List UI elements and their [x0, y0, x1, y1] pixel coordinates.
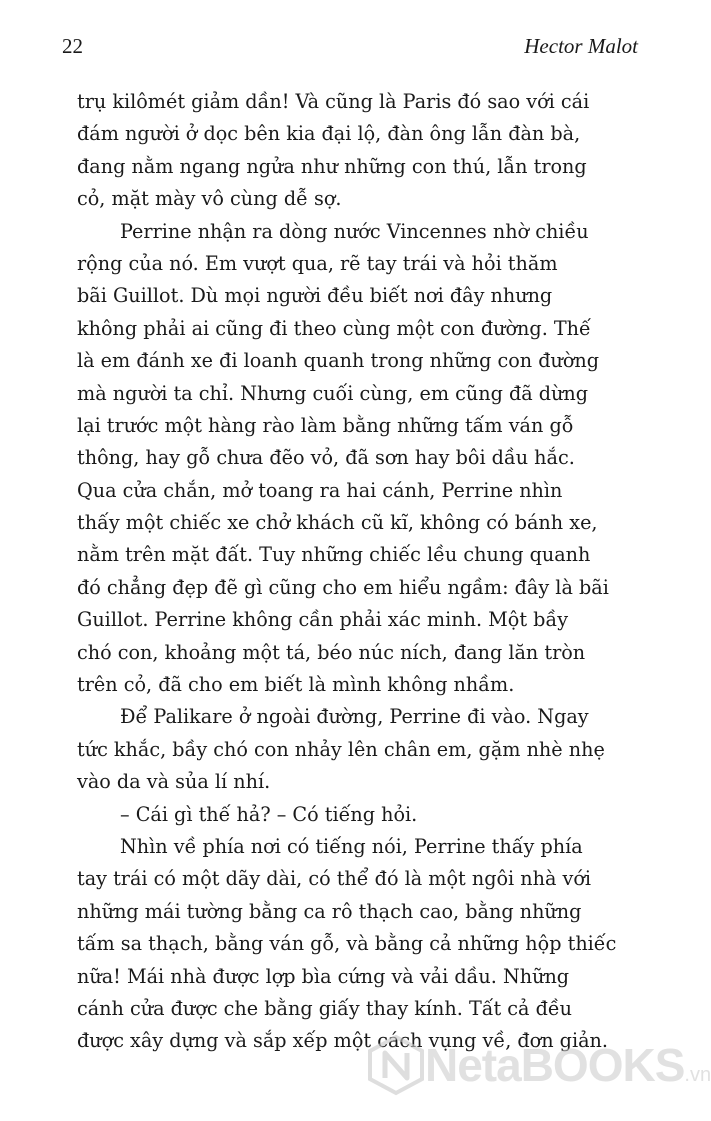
page-number: 22 [62, 34, 83, 58]
watermark-text [425, 1038, 711, 1092]
text-line: nằm trên mặt đất. Tuy những chiếc lều chung quanh [77, 543, 591, 567]
dialogue-line: – Cái gì thế hả? – Có tiếng hỏi. [120, 802, 418, 826]
text-line: trên cỏ, đã cho em biết là mình không nhầm. [77, 673, 515, 697]
book-author: Hector Malot [524, 34, 638, 58]
paragraph-start-line: Perrine nhận ra dòng nước Vincennes nhờ chiều [120, 219, 589, 243]
text-line: tức khắc, bầy chó con nhảy lên chân em, gặm nhè nhẹ [77, 737, 605, 761]
text-line: đám người ở dọc bên kia đại lộ, đàn ông lẫn đàn bà, [77, 122, 581, 146]
text-line: thông, hay gỗ chưa đẽo vỏ, đã sơn hay bôi dầu hắc. [77, 446, 575, 470]
running-head [62, 34, 638, 64]
paragraph-start-line: Nhìn về phía nơi có tiếng nói, Perrine thấy phía [120, 834, 583, 858]
text-line: đó chẳng đẹp đẽ gì cũng cho em hiểu ngầm: đây là bãi [77, 575, 609, 599]
text-line: đang nằm ngang ngửa như những con thú, lẫn trong [77, 154, 587, 178]
text-line: được xây dựng và sắp xếp một cách vụng về, đơn giản. [77, 1029, 609, 1053]
text-line: trụ kilômét giảm dần! Và cũng là Paris đó sao với cái [77, 90, 590, 113]
netabooks-logo-icon [365, 1034, 427, 1096]
text-line: mà người ta chỉ. Nhưng cuối cùng, em cũng đã dừng [77, 381, 589, 405]
text-line: cánh cửa được che bằng giấy thay kính. Tất cả đều [77, 996, 573, 1020]
text-line: chó con, khoảng một tá, béo núc ních, đang lăn tròn [77, 640, 586, 664]
text-line: lại trước một hàng rào làm bằng những tấm ván gỗ [77, 413, 574, 437]
text-line: tấm sa thạch, bằng ván gỗ, và bằng cả những hộp thiếc [77, 932, 617, 956]
text-line: bãi Guillot. Dù mọi người đều biết nơi đây nhưng [77, 284, 553, 308]
watermark [365, 1034, 711, 1104]
text-line: Guillot. Perrine không cần phải xác minh. Một bầy [77, 608, 569, 632]
body-text [77, 86, 677, 1058]
text-line: rộng của nó. Em vượt qua, rẽ tay trái và hỏi thăm [77, 251, 558, 275]
text-line: vào da và sủa lí nhí. [77, 770, 271, 794]
text-line: thấy một chiếc xe chở khách cũ kĩ, không có bánh xe, [77, 511, 598, 535]
text-line: những mái tường bằng ca rô thạch cao, bằng những [77, 899, 582, 923]
watermark-brand: NetaBOOKS [425, 1039, 685, 1091]
text-line: cỏ, mặt mày vô cùng dễ sợ. [77, 187, 342, 211]
text-line: tay trái có một dãy dài, có thể đó là một ngôi nhà với [77, 867, 592, 891]
text-line: không phải ai cũng đi theo cùng một con đường. Thế [77, 316, 591, 340]
paragraph-start-line: Để Palikare ở ngoài đường, Perrine đi vào. Ngay [120, 705, 589, 729]
watermark-suffix: .vn [684, 1064, 711, 1086]
text-line: nữa! Mái nhà được lợp bìa cứng và vải dầu. Những [77, 964, 570, 988]
text-line: Qua cửa chắn, mở toang ra hai cánh, Perrine nhìn [77, 478, 563, 502]
text-line: là em đánh xe đi loanh quanh trong những con đường [77, 349, 600, 373]
